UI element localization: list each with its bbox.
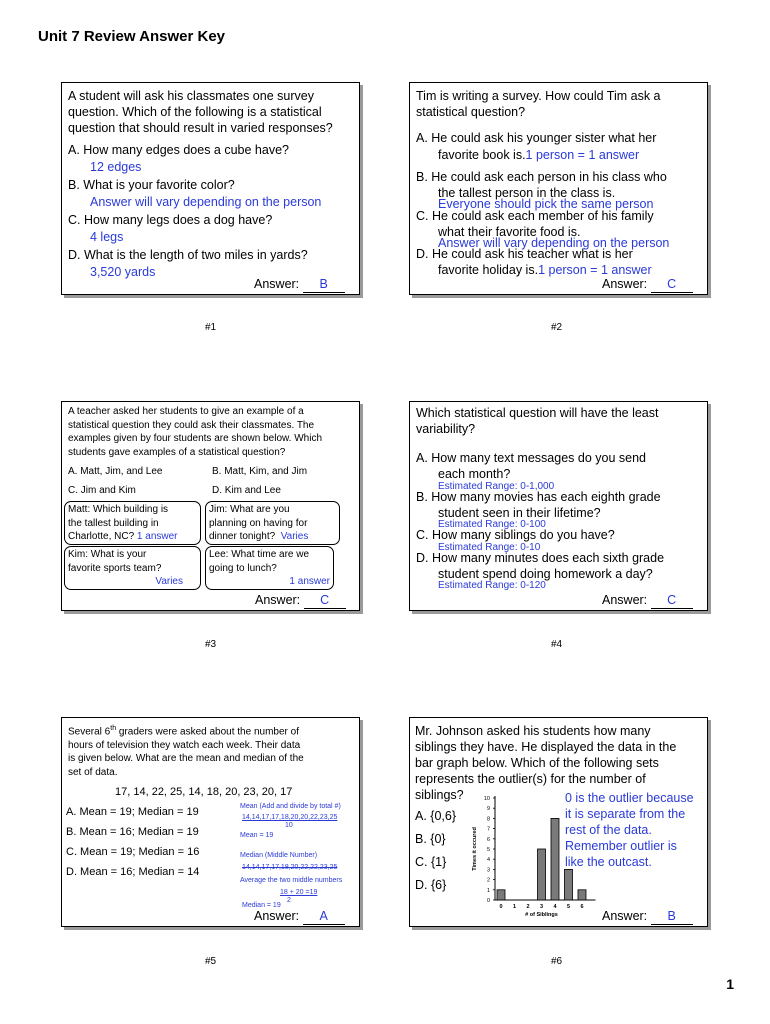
q6-stem-line: siblings they have. He displayed the data in the <box>415 740 677 754</box>
q6-number: #6 <box>551 956 563 967</box>
q3-lee-note: 1 answer <box>289 576 330 587</box>
question-card-2 <box>409 82 708 295</box>
y-tick-label: 0 <box>486 898 490 904</box>
answer-value: B <box>303 276 345 293</box>
q4-stem <box>416 405 658 437</box>
q3-kim-bubble <box>64 546 201 590</box>
x-tick-label: 0 <box>499 904 503 910</box>
q5-stem-line: set of data. <box>68 766 118 778</box>
q3-kim-line: favorite sports team? <box>68 562 162 574</box>
q5-work-mean-title: Mean (Add and divide by total #) <box>240 803 341 810</box>
q2-stem-line: Tim is writing a survey. How could Tim ask a <box>416 89 661 103</box>
q6-stem-line: siblings? <box>415 788 464 802</box>
q1-option-a: A. How many edges does a cube have? <box>68 143 289 157</box>
q2-number: #2 <box>551 322 563 333</box>
q4-option-d-cont: student spend doing homework a day? <box>438 567 653 581</box>
q3-jim-line: planning on having for <box>209 517 308 529</box>
q2-option-d: D. He could ask his teacher what is her <box>416 247 633 261</box>
q4-option-a-cont: each month? <box>438 467 511 481</box>
page-title: Unit 7 Review Answer Key <box>38 28 226 45</box>
q5-work-divisor: 10 <box>285 822 293 829</box>
q4-option-b: B. How many movies has each eighth grade <box>416 490 661 504</box>
answer-label: Answer: <box>255 593 301 607</box>
q2-option-a: A. He could ask his younger sister what her <box>416 131 657 145</box>
q4-note-a: Estimated Range: 0-1,000 <box>438 481 555 492</box>
answer-value: B <box>651 908 693 925</box>
q3-stem-line: students gave examples of a statistical question? <box>68 446 286 458</box>
q5-work-median-title: Median (Middle Number) <box>240 852 318 859</box>
x-tick-label: 5 <box>566 904 571 910</box>
q5-option-d: D. Mean = 16; Median = 14 <box>66 866 200 878</box>
q2-option-c: C. He could ask each member of his family <box>416 209 654 223</box>
q4-stem-line: Which statistical question will have the least <box>416 406 659 420</box>
q5-stem-line: hours of television they watch each week. Their data <box>68 739 301 751</box>
q3-kim-note: Varies <box>155 576 183 587</box>
q2-option-c-cont: what their favorite food is. <box>438 225 581 239</box>
y-axis-label: Times it occured <box>472 827 478 871</box>
q3-option-b: B. Matt, Kim, and Jim <box>212 466 308 477</box>
q5-option-a: A. Mean = 19; Median = 19 <box>66 806 199 818</box>
q5-option-b: B. Mean = 16; Median = 19 <box>66 826 199 838</box>
q1-note-a: 12 edges <box>90 160 142 174</box>
q1-stem <box>68 88 333 136</box>
q1-note-d: 3,520 yards <box>90 265 156 279</box>
q3-option-c: C. Jim and Kim <box>68 485 136 496</box>
page-number: 1 <box>726 976 734 992</box>
q2-note-d: 1 person = 1 answer <box>538 263 652 277</box>
q3-option-d: D. Kim and Lee <box>212 485 281 496</box>
answer-value: C <box>304 592 346 609</box>
q3-lee-bubble <box>205 546 334 590</box>
q1-stem-line: question that should result in varied responses? <box>68 121 333 135</box>
q2-note-a: 1 person = 1 answer <box>525 148 640 162</box>
q4-answer <box>602 592 693 609</box>
q6-note-line: rest of the data. <box>565 823 652 837</box>
q5-data-set: 17, 14, 22, 25, 14, 18, 20, 23, 20, 17 <box>115 786 293 798</box>
q2-option-a-cont <box>438 147 639 163</box>
bar <box>578 890 586 900</box>
q5-number: #5 <box>205 956 217 967</box>
q3-matt-note: 1 answer <box>136 531 178 542</box>
q3-matt-bubble <box>64 501 201 545</box>
y-tick-label: 2 <box>486 877 490 884</box>
q1-note-b: Answer will vary depending on the person <box>90 195 322 209</box>
y-tick-label: 6 <box>486 836 490 843</box>
bar <box>538 849 546 900</box>
x-tick-label: 3 <box>539 904 544 910</box>
answer-value: C <box>651 592 693 609</box>
q3-stem-line: examples given by four students are shown below. Which <box>68 433 323 444</box>
q5-stem-post: graders were asked about the number of <box>116 726 299 738</box>
y-tick-label: 5 <box>486 847 490 853</box>
bar <box>497 890 505 900</box>
x-tick-label: 1 <box>512 904 517 910</box>
q2-option-d-text: favorite holiday is. <box>438 263 539 277</box>
question-card-6 <box>409 717 708 927</box>
q6-stem-line: represents the outlier(s) for the number of <box>415 772 646 786</box>
q2-stem-line: statistical question? <box>416 105 526 119</box>
q6-stem-line: bar graph below. Which of the following sets <box>415 756 659 770</box>
q5-stem-pre: Several 6 <box>68 726 111 738</box>
q3-jim-line: Jim: What are you <box>209 504 290 515</box>
q1-option-d: D. What is the length of two miles in yards? <box>68 248 308 262</box>
q5-work-sum: 14,14,17,17,18,20,20,22,23,25 <box>242 814 338 821</box>
bar <box>565 869 573 900</box>
x-tick-label: 6 <box>580 904 584 910</box>
q5-stem-sup: th <box>110 725 117 732</box>
y-tick-label: 10 <box>483 796 490 802</box>
y-tick-label: 3 <box>486 867 490 874</box>
q1-answer <box>254 276 345 293</box>
q5-option-c: C. Mean = 19; Median = 16 <box>66 846 200 858</box>
y-tick-label: 4 <box>486 857 490 864</box>
q4-option-d: D. How many minutes does each sixth grade <box>416 551 665 565</box>
q2-option-a-text: favorite book is. <box>438 148 526 162</box>
q5-work-median: Median = 19 <box>242 902 281 909</box>
q4-number: #4 <box>551 639 563 650</box>
q5-work-sorted: 14,14,17,17,18,20,22,22,23,25 <box>242 864 338 871</box>
q5-answer <box>254 908 345 925</box>
q5-stem <box>68 722 304 779</box>
q3-option-a: A. Matt, Jim, and Lee <box>68 466 163 477</box>
answer-label: Answer: <box>254 909 300 923</box>
answer-label: Answer: <box>602 277 648 291</box>
q4-option-c: C. How many siblings do you have? <box>416 528 615 542</box>
answer-label: Answer: <box>602 909 648 923</box>
q3-answer <box>255 592 346 609</box>
q3-lee-line: going to lunch? <box>209 562 277 574</box>
q3-matt-line: Charlotte, NC? <box>68 531 135 542</box>
answer-value: C <box>651 276 693 293</box>
q5-work-mean: Mean = 19 <box>240 832 274 839</box>
q6-option-a: A. {0,6} <box>415 809 457 823</box>
q3-jim-bubble <box>205 501 340 545</box>
question-card-1 <box>61 82 360 295</box>
q3-matt-line: the tallest building in <box>68 517 159 529</box>
q2-answer <box>602 276 693 293</box>
q1-number: #1 <box>205 322 217 333</box>
y-tick-label: 1 <box>486 887 490 894</box>
q1-stem-line: A student will ask his classmates one survey <box>68 89 314 103</box>
q3-number: #3 <box>205 639 217 650</box>
q1-option-b: B. What is your favorite color? <box>68 178 235 192</box>
bar <box>551 818 559 900</box>
q4-stem-line: variability? <box>416 422 476 436</box>
q2-stem <box>416 88 661 120</box>
x-tick-label: 4 <box>553 904 557 910</box>
q6-option-c: C. {1} <box>415 855 447 869</box>
q5-work-calc-div: 2 <box>287 897 291 904</box>
q4-option-b-cont: student seen in their lifetime? <box>438 506 601 520</box>
q6-option-d: D. {6} <box>415 878 447 892</box>
answer-label: Answer: <box>602 593 648 607</box>
q2-option-b: B. He could ask each person in his class who <box>416 170 667 184</box>
q5-stem-line: is given below. What are the mean and median of the <box>68 753 304 765</box>
y-tick-label: 8 <box>486 816 490 823</box>
question-card-4 <box>409 401 708 611</box>
q2-note-b: Everyone should pick the same person <box>438 197 654 211</box>
q3-jim-note: Varies <box>280 531 309 542</box>
answer-value: A <box>303 908 345 925</box>
q6-note-line: 0 is the outlier because <box>565 791 694 805</box>
y-tick-label: 9 <box>486 806 490 813</box>
q3-kim-line: Kim: What is your <box>68 549 147 560</box>
q3-lee-line: Lee: What time are we <box>209 549 310 560</box>
q6-stem-line: Mr. Johnson asked his students how many <box>415 724 651 738</box>
x-axis-label: # of Siblings <box>525 912 558 918</box>
q6-answer <box>602 908 693 925</box>
question-card-3 <box>61 401 360 611</box>
q3-matt-line: Matt: Which building is <box>68 504 169 515</box>
q4-note-c: Estimated Range: 0-10 <box>438 542 541 553</box>
q2-option-b-cont: the tallest person in the class is. <box>438 186 616 200</box>
q6-note-line: like the outcast. <box>565 855 652 869</box>
q4-note-b: Estimated Range: 0-100 <box>438 519 546 530</box>
q6-note-line: Remember outlier is <box>565 839 677 853</box>
q2-note-c: Answer will vary depending on the person <box>438 236 670 250</box>
q1-note-c: 4 legs <box>90 230 124 244</box>
q5-work-calc: 18 + 20 =19 <box>280 889 318 896</box>
y-tick-label: 7 <box>486 826 490 833</box>
x-tick-label: 2 <box>526 904 530 910</box>
q4-note-d: Estimated Range: 0-120 <box>438 580 546 591</box>
q5-work-average: Average the two middle numbers <box>240 877 343 884</box>
q3-jim-line: dinner tonight? <box>209 531 276 542</box>
q3-stem-line: A teacher asked her students to give an example of a <box>68 406 304 417</box>
q1-stem-line: question. Which of the following is a statistical <box>68 105 322 119</box>
q6-explanation <box>565 790 694 870</box>
q6-option-b: B. {0} <box>415 832 446 846</box>
q3-stem-line: statistical question they could ask their classmates. The <box>68 419 315 431</box>
q6-note-line: it is separate from the <box>565 807 686 821</box>
q3-stem <box>68 405 322 459</box>
q1-option-c: C. How many legs does a dog have? <box>68 213 273 227</box>
q4-option-a: A. How many text messages do you send <box>416 451 646 465</box>
answer-label: Answer: <box>254 277 300 291</box>
question-card-5 <box>61 717 360 927</box>
